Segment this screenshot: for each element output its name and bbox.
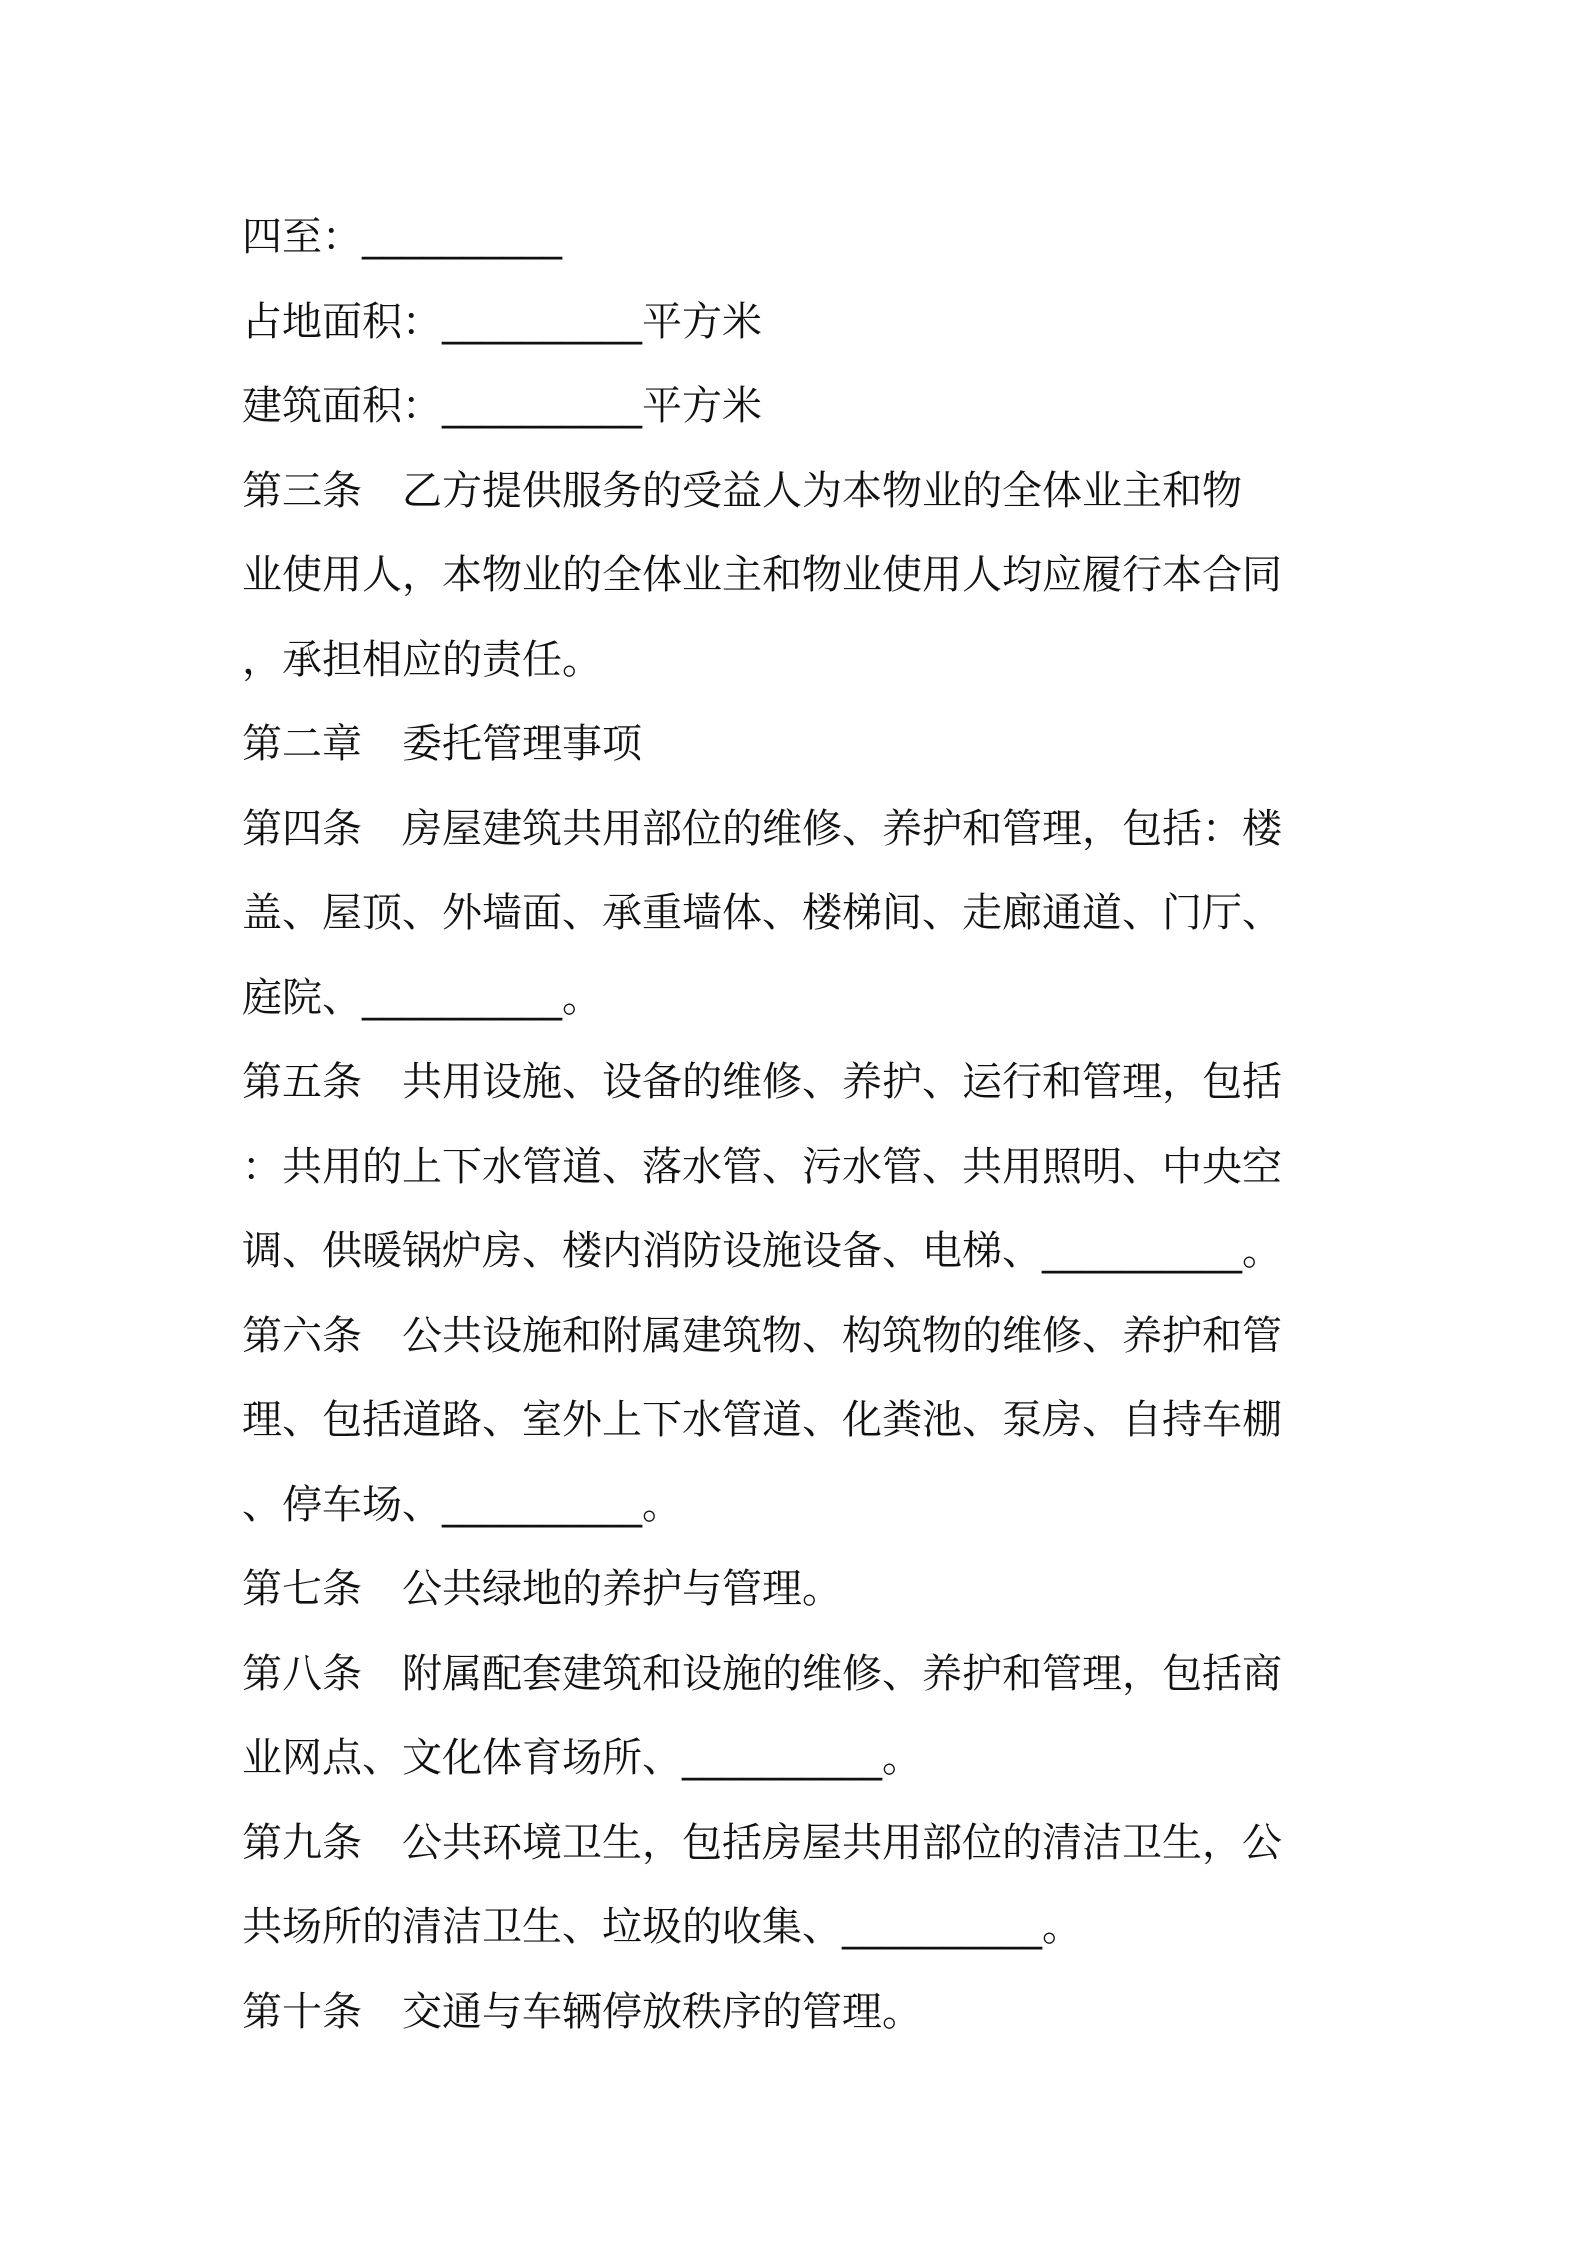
text-line-article-10: 第十条 交通与车辆停放秩序的管理。	[242, 1988, 922, 2035]
text-line-article-5: 第五条 共用设施、设备的维修、养护、运行和管理，包括	[242, 1059, 1282, 1105]
text-line-article-7: 第七条 公共绿地的养护与管理。	[242, 1566, 842, 1612]
text-line-article-8: 第八条 附属配套建筑和设施的维修、养护和管理，包括商	[242, 1650, 1282, 1697]
text-line-article-3: 第三条 乙方提供服务的受益人为本物业的全体业主和物	[242, 467, 1242, 514]
text-line-article-4: 第四条 房屋建筑共用部位的维修、养护和管理，包括：楼	[242, 805, 1282, 852]
text-line-article-3-cont: 业使用人，本物业的全体业主和物业使用人均应履行本合同	[242, 552, 1282, 598]
chapter-2-heading: 第二章 委托管理事项	[242, 721, 642, 767]
text-line-article-6-end: 、停车场、__________。	[242, 1481, 682, 1528]
text-line-article-5-end: 调、供暖锅炉房、楼内消防设施设备、电梯、__________。	[242, 1228, 1282, 1274]
text-line-article-4-end: 庭院、__________。	[242, 974, 602, 1021]
text-line-article-4-cont: 盖、屋顶、外墙面、承重墙体、楼梯间、走廊通道、门厅、	[242, 890, 1282, 936]
text-line-article-3-end: ，承担相应的责任。	[242, 636, 602, 683]
text-line-building-area: 建筑面积：__________平方米	[242, 383, 762, 429]
document-body	[242, 195, 1362, 2054]
text-line-article-8-end: 业网点、文化体育场所、__________。	[242, 1735, 922, 1781]
text-line-boundaries: 四至：__________	[242, 214, 562, 260]
text-line-article-6: 第六条 公共设施和附属建筑物、构筑物的维修、养护和管	[242, 1312, 1282, 1359]
text-line-land-area: 占地面积：__________平方米	[242, 298, 762, 345]
text-line-article-5-cont: ：共用的上下水管道、落水管、污水管、共用照明、中央空	[242, 1143, 1282, 1190]
text-line-article-9-end: 共场所的清洁卫生、垃圾的收集、__________。	[242, 1904, 1082, 1950]
text-line-article-9: 第九条 公共环境卫生，包括房屋共用部位的清洁卫生，公	[242, 1819, 1282, 1866]
text-line-article-6-cont: 理、包括道路、室外上下水管道、化粪池、泵房、自持车棚	[242, 1397, 1282, 1443]
